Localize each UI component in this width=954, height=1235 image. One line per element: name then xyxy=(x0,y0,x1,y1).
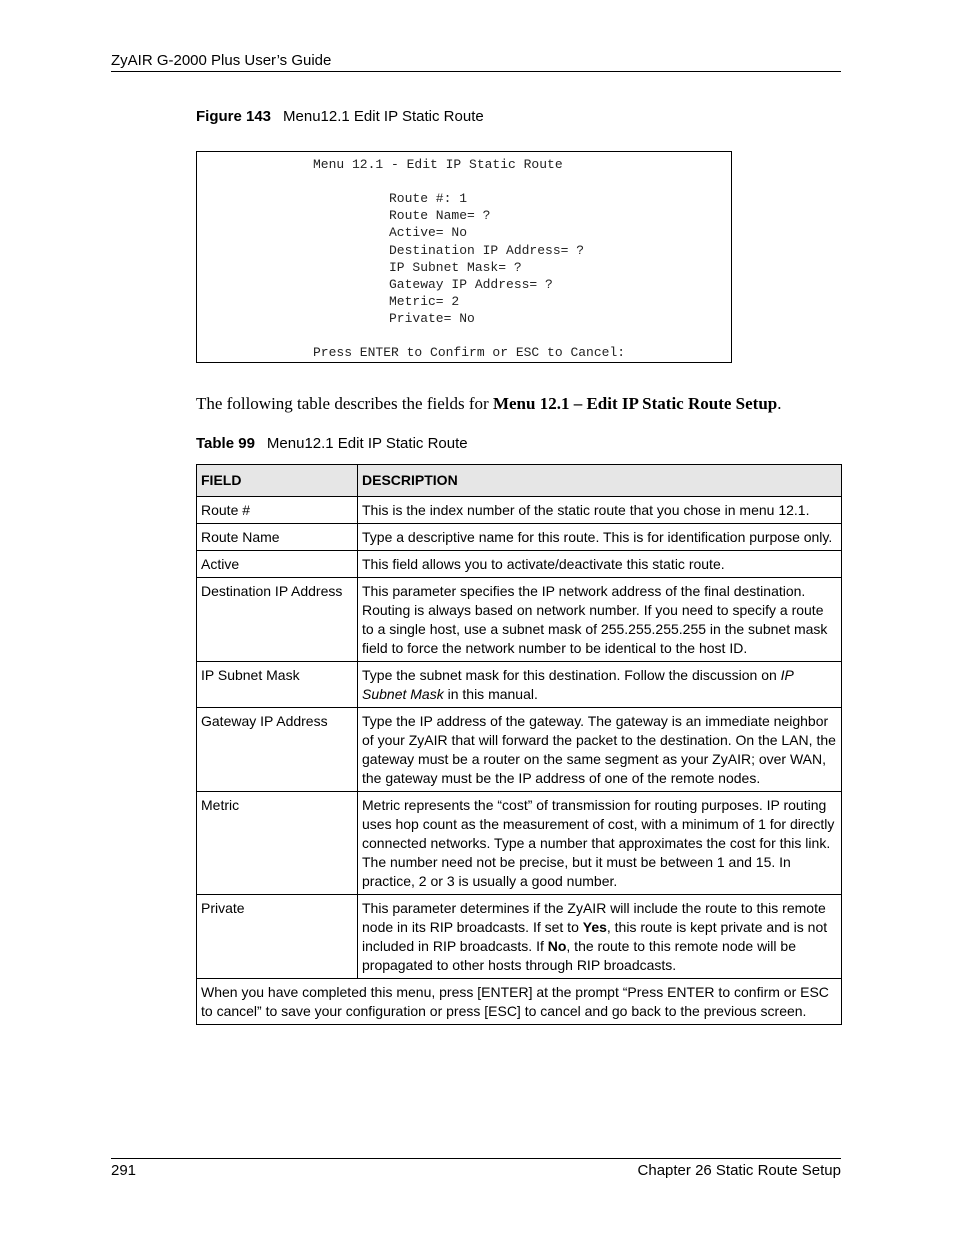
running-header: ZyAIR G-2000 Plus User’s Guide xyxy=(111,52,332,69)
field-cell: Gateway IP Address xyxy=(197,708,358,792)
description-text: Type the subnet mask for this destination. Follow the discussion on xyxy=(362,667,781,683)
table-footnote: When you have completed this menu, press [ENTER] at the prompt “Press ENTER to confirm or ESC to cancel” to save your configuration or press [ESC] to cancel and go back to the previous screen. xyxy=(197,979,842,1025)
table-row xyxy=(197,578,842,662)
table-row xyxy=(197,524,842,551)
console-fields: Route #: 1 Route Name= ? Active= No Destination IP Address= ? IP Subnet Mask= ? Gateway IP Address= ? Metric= 2 Private= No xyxy=(389,191,585,327)
description-bold: Yes xyxy=(582,919,607,935)
description-text: , the route to this remote node will be propagated to other hosts through RIP broadcasts. xyxy=(362,938,796,973)
table-footnote-row xyxy=(197,979,842,1025)
table-header-row xyxy=(197,465,842,497)
console-screen xyxy=(196,151,732,363)
description-cell xyxy=(358,895,842,979)
description-text: , this route is kept private and is not included in RIP broadcasts. If xyxy=(362,919,828,954)
description-cell xyxy=(358,662,842,708)
description-cell: This parameter specifies the IP network address of the final destination. Routing is always based on network number. If you need to specify a route to a single host, use a subnet mask of 255.255.255.255 in the subnet mask field to force the network number to be identical to the host ID. xyxy=(358,578,842,662)
field-cell: Active xyxy=(197,551,358,578)
description-emphasis: IP Subnet Mask xyxy=(362,667,794,702)
field-cell: Destination IP Address xyxy=(197,578,358,662)
description-cell: Metric represents the “cost” of transmission for routing purposes. IP routing uses hop count as the measurement of cost, with a minimum of 1 for directly connected networks. Type a number that approximates the cost for this link. The number need not be precise, but it must be between 1 and 15. In practice, 2 or 3 is usually a good number. xyxy=(358,792,842,895)
intro-suffix: . xyxy=(777,394,782,413)
field-cell: Route # xyxy=(197,497,358,524)
description-cell: Type the IP address of the gateway. The gateway is an immediate neighbor of your ZyAIR that will forward the packet to the destination. On the LAN, the gateway must be a router on the same segment as your ZyAIR; over WAN, the gateway must be the IP address of one of the remote nodes. xyxy=(358,708,842,792)
description-cell: Type a descriptive name for this route. This is for identification purpose only. xyxy=(358,524,842,551)
table-row xyxy=(197,551,842,578)
table-label: Table 99 xyxy=(196,435,255,452)
header-field: FIELD xyxy=(197,465,358,497)
figure-title: Menu12.1 Edit IP Static Route xyxy=(283,108,484,125)
table-title: Menu12.1 Edit IP Static Route xyxy=(266,435,468,452)
description-text: in this manual. xyxy=(443,686,538,702)
description-bold: No xyxy=(547,938,567,954)
figure-label: Figure 143 xyxy=(196,108,272,125)
table-row xyxy=(197,662,842,708)
field-cell: Metric xyxy=(197,792,358,895)
table-row xyxy=(197,792,842,895)
table-row xyxy=(197,708,842,792)
field-cell: Private xyxy=(197,895,358,979)
chapter-title: Chapter 26 Static Route Setup xyxy=(637,1162,841,1179)
intro-menu-name: Menu 12.1 – Edit IP Static Route Setup xyxy=(492,394,778,413)
field-cell: IP Subnet Mask xyxy=(197,662,358,708)
intro-prefix: The following table describes the fields for xyxy=(196,394,493,413)
description-text: This parameter determines if the ZyAIR will include the route to this remote node in its RIP broadcasts. If set to xyxy=(362,900,826,935)
footer-rule xyxy=(111,1158,841,1159)
table-row xyxy=(197,497,842,524)
table-caption xyxy=(196,435,468,452)
description-cell: This field allows you to activate/deactivate this static route. xyxy=(358,551,842,578)
field-cell: Route Name xyxy=(197,524,358,551)
figure-caption xyxy=(196,108,484,125)
fields-table xyxy=(196,464,842,1025)
console-title: Menu 12.1 - Edit IP Static Route xyxy=(313,157,563,172)
table-row xyxy=(197,895,842,979)
header-rule xyxy=(111,71,841,72)
page-number: 291 xyxy=(111,1162,137,1179)
console-prompt: Press ENTER to Confirm or ESC to Cancel: xyxy=(313,345,626,360)
header-description: DESCRIPTION xyxy=(358,465,842,497)
description-cell: This is the index number of the static route that you chose in menu 12.1. xyxy=(358,497,842,524)
intro-paragraph xyxy=(196,394,846,414)
